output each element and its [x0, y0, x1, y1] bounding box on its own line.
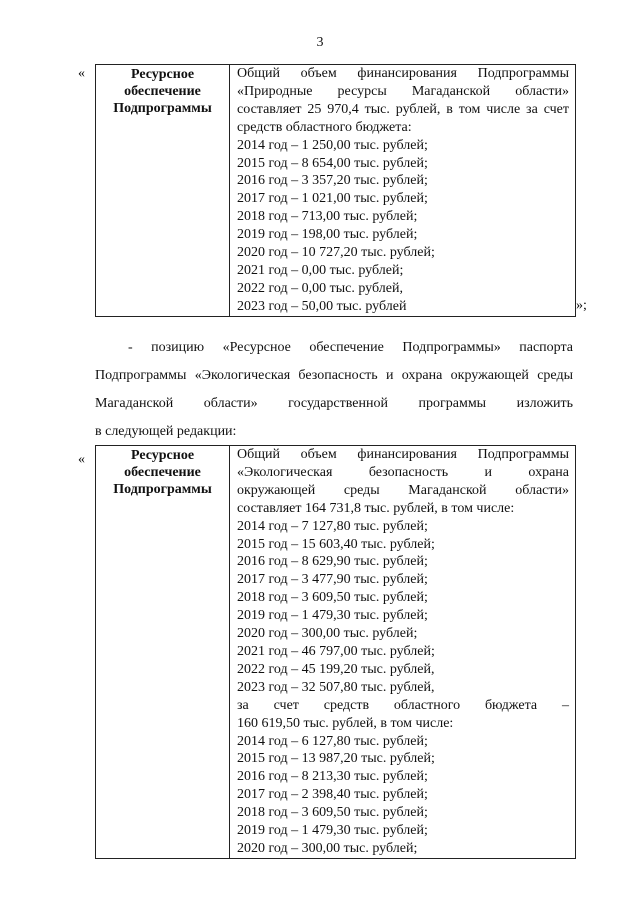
text-line: 2021 год – 0,00 тыс. рублей; — [237, 262, 404, 278]
text-line: за счет средств областного бюджета – — [237, 697, 569, 713]
resource-table-2 — [95, 445, 576, 859]
page-number: 3 — [316, 35, 324, 50]
text-line: 2022 год – 45 199,20 тыс. рублей, — [237, 661, 435, 677]
label-cell — [96, 446, 230, 859]
text-line: 2017 год – 2 398,40 тыс. рублей; — [237, 787, 428, 803]
text-line: 2016 год – 8 213,30 тыс. рублей; — [237, 769, 428, 785]
text-line: 2014 год – 7 127,80 тыс. рублей; — [237, 518, 428, 534]
paragraph-line: - позицию «Ресурсное обеспечение Подпрограммы» паспорта — [128, 340, 573, 355]
table-row — [96, 446, 576, 859]
paragraph-line: Подпрограммы «Экологическая безопасность и охрана окружающей среды — [95, 368, 573, 383]
text-line: «Экологическая безопасность и охрана — [237, 464, 569, 480]
text-line: 2021 год – 46 797,00 тыс. рублей; — [237, 643, 435, 659]
resource-table-1 — [95, 64, 576, 317]
text-line: 2019 год – 1 479,30 тыс. рублей; — [237, 823, 428, 839]
text-line: 2015 год – 13 987,20 тыс. рублей; — [237, 751, 435, 767]
text-line: 2015 год – 8 654,00 тыс. рублей; — [237, 155, 428, 171]
text-line: 2023 год – 50,00 тыс. рублей — [237, 298, 407, 314]
close-quote-1: »; — [576, 298, 587, 313]
open-quote-2: « — [78, 452, 85, 467]
paragraph-line: в следующей редакции: — [95, 424, 237, 439]
text-line: 2018 год – 3 609,50 тыс. рублей; — [237, 805, 428, 821]
text-line: 2020 год – 300,00 тыс. рублей; — [237, 626, 418, 642]
row-label: Ресурсное обеспечение Подпрограммы — [113, 448, 212, 497]
label-cell — [96, 65, 230, 317]
text-line: составляет 25 970,4 тыс. рублей, в том числе за счет — [237, 101, 569, 117]
text-line: 2017 год – 1 021,00 тыс. рублей; — [237, 191, 428, 207]
text-line: 2017 год – 3 477,90 тыс. рублей; — [237, 572, 428, 588]
text-line: 2016 год – 8 629,90 тыс. рублей; — [237, 554, 428, 570]
text-line: 2014 год – 1 250,00 тыс. рублей; — [237, 137, 428, 153]
row-label: Ресурсное обеспечение Подпрограммы — [113, 67, 212, 116]
paragraph — [95, 334, 573, 446]
text-line: средств областного бюджета: — [237, 119, 412, 135]
value-text — [230, 446, 575, 858]
text-line: окружающей среды Магаданской области» — [237, 482, 569, 498]
text-line: 2018 год – 713,00 тыс. рублей; — [237, 209, 418, 225]
text-line: 2023 год – 32 507,80 тыс. рублей, — [237, 679, 435, 695]
text-line: 2020 год – 300,00 тыс. рублей; — [237, 840, 418, 856]
open-quote-1: « — [78, 66, 85, 81]
value-text — [230, 65, 575, 316]
paragraph-line: Магаданской области» государственной программы изложить — [95, 396, 573, 411]
text-line: 2018 год – 3 609,50 тыс. рублей; — [237, 590, 428, 606]
text-line: 2014 год – 6 127,80 тыс. рублей; — [237, 733, 428, 749]
text-line: 2019 год – 198,00 тыс. рублей; — [237, 227, 418, 243]
text-line: составляет 164 731,8 тыс. рублей, в том числе: — [237, 500, 515, 516]
text-line: «Природные ресурсы Магаданской области» — [237, 83, 569, 99]
text-line: Общий объем финансирования Подпрограммы — [237, 66, 569, 81]
value-cell — [230, 65, 576, 317]
text-line: 2019 год – 1 479,30 тыс. рублей; — [237, 608, 428, 624]
text-line: 2016 год – 3 357,20 тыс. рублей; — [237, 173, 428, 189]
text-line: 2022 год – 0,00 тыс. рублей, — [237, 280, 403, 296]
table-row — [96, 65, 576, 317]
text-line: 2015 год – 15 603,40 тыс. рублей; — [237, 536, 435, 552]
text-line: 160 619,50 тыс. рублей, в том числе: — [237, 715, 454, 731]
text-line: 2020 год – 10 727,20 тыс. рублей; — [237, 245, 435, 261]
value-cell — [230, 446, 576, 859]
text-line: Общий объем финансирования Подпрограммы — [237, 447, 569, 462]
